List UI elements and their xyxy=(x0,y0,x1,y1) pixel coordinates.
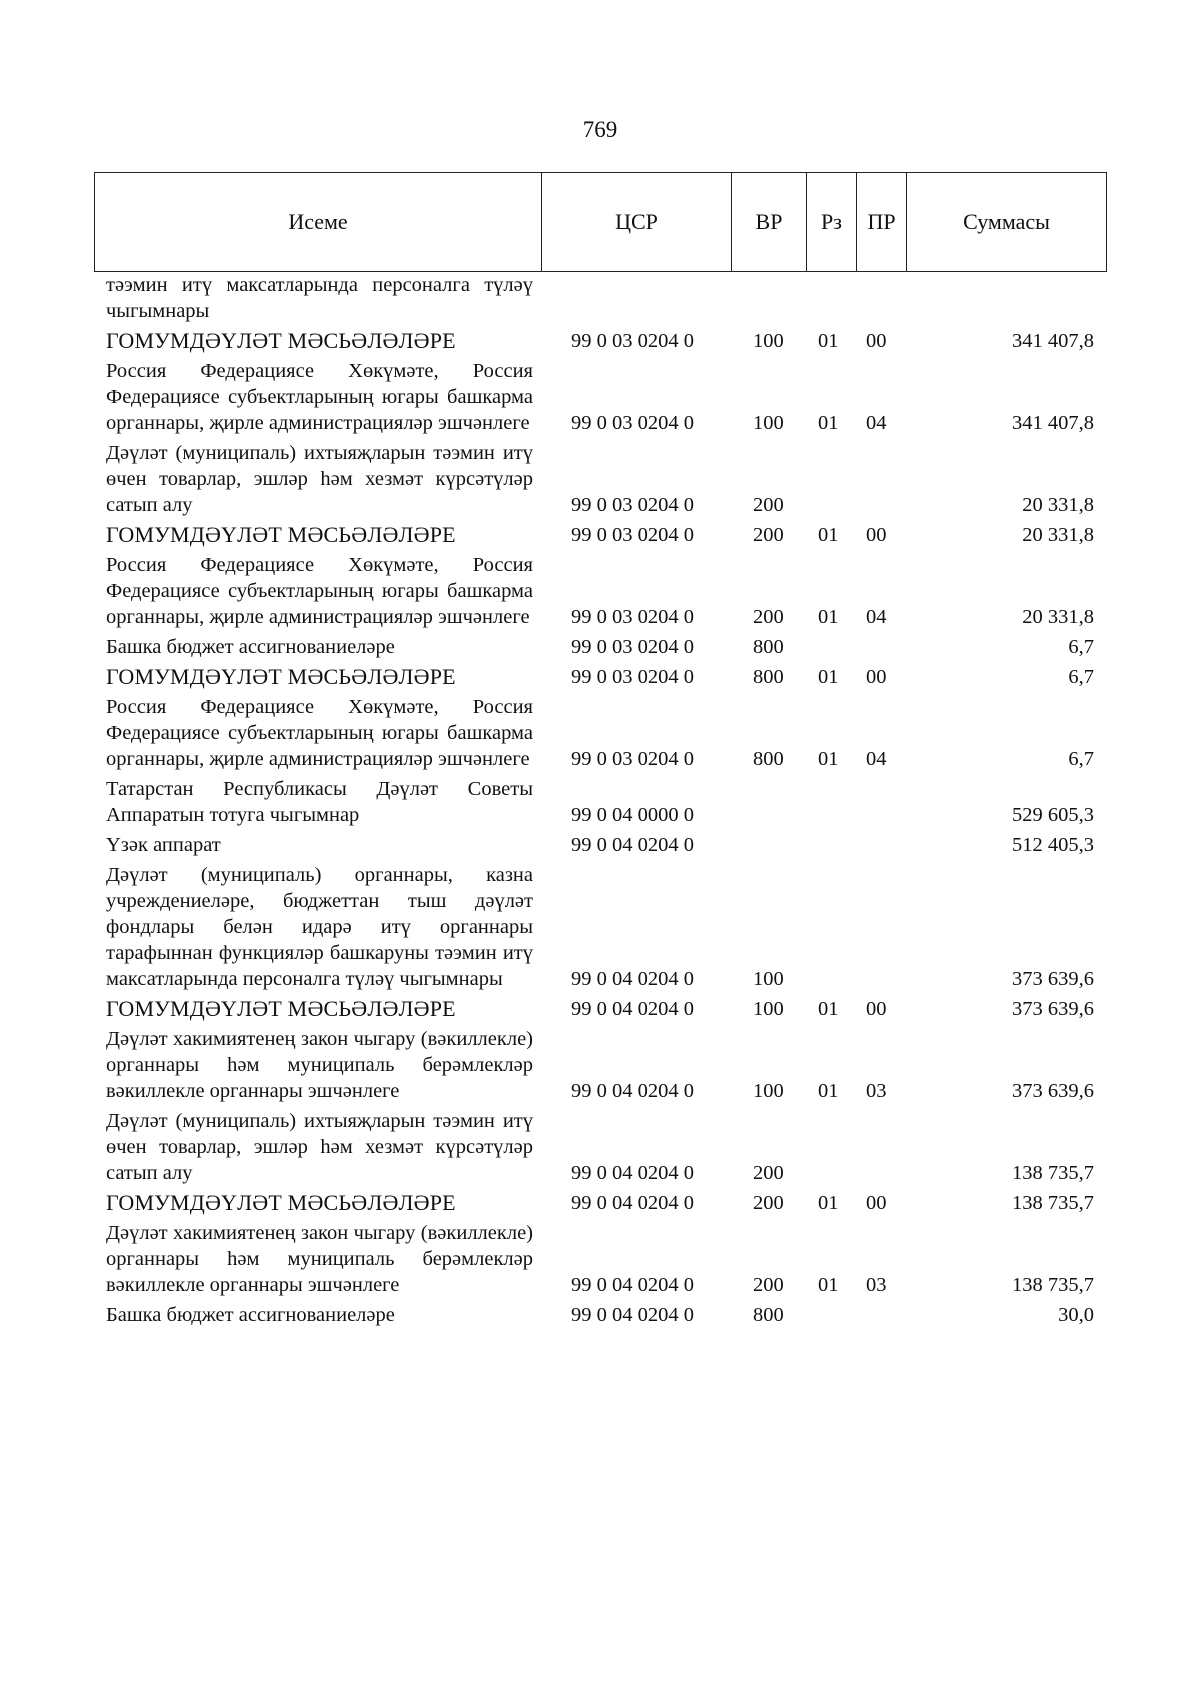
row-vr: 100 xyxy=(753,998,784,1020)
row-csr: 99 0 03 0204 0 xyxy=(571,330,694,352)
row-name: Дәүләт (муниципаль) органнары, казна учреждениеләре, бюджеттан тыш дәүләт фондлары белән идарә итү органнары тарафыннан функцияләр башкаруны тәэмин итү максатларында персоналга түләү чыгымнары xyxy=(106,864,533,990)
header-sum: Суммасы xyxy=(907,173,1107,272)
row-rz: 01 xyxy=(818,1192,839,1214)
row-sum: 138 735,7 xyxy=(1012,1192,1094,1214)
row-name: Дәүләт хакимиятенең закон чыгару (вәкиллекле) органнары һәм муниципаль берәмлекләр вәкиллекле органнары эшчәнлеге xyxy=(106,1222,533,1296)
row-csr: 99 0 04 0204 0 xyxy=(571,1080,694,1102)
row-rz: 01 xyxy=(818,666,839,688)
header-name: Исеме xyxy=(95,173,542,272)
row-name: Дәүләт хакимиятенең закон чыгару (вәкиллекле) органнары һәм муниципаль берәмлекләр вәкиллекле органнары эшчәнлеге xyxy=(106,1028,533,1102)
row-vr: 200 xyxy=(753,494,784,516)
row-pr: 03 xyxy=(866,1274,887,1296)
row-vr: 100 xyxy=(753,330,784,352)
row-pr: 03 xyxy=(866,1080,887,1102)
table-row xyxy=(94,1108,1106,1186)
row-sum: 512 405,3 xyxy=(1012,834,1094,856)
row-name: ГОМУМДӘҮЛӘТ МӘСЬӘЛӘЛӘРЕ xyxy=(106,522,456,547)
row-csr: 99 0 03 0204 0 xyxy=(571,412,694,434)
row-vr: 200 xyxy=(753,1274,784,1296)
table-row xyxy=(94,634,1106,660)
header-csr: ЦСР xyxy=(542,173,732,272)
row-csr: 99 0 04 0204 0 xyxy=(571,998,694,1020)
row-vr: 800 xyxy=(753,1304,784,1326)
table-row xyxy=(94,272,1106,324)
row-vr: 200 xyxy=(753,606,784,628)
table-row xyxy=(94,694,1106,772)
row-sum: 373 639,6 xyxy=(1012,998,1094,1020)
row-vr: 100 xyxy=(753,412,784,434)
row-name: тәэмин итү максатларында персоналга түләү чыгымнары xyxy=(106,274,533,322)
row-csr: 99 0 04 0000 0 xyxy=(571,804,694,826)
row-sum: 529 605,3 xyxy=(1012,804,1094,826)
row-name: Башка бюджет ассигнованиеләре xyxy=(106,1304,395,1326)
row-sum: 138 735,7 xyxy=(1012,1274,1094,1296)
row-name: ГОМУМДӘҮЛӘТ МӘСЬӘЛӘЛӘРЕ xyxy=(106,328,456,353)
row-sum: 20 331,8 xyxy=(1022,524,1094,546)
row-name: ГОМУМДӘҮЛӘТ МӘСЬӘЛӘЛӘРЕ xyxy=(106,996,456,1021)
row-name: Россия Федерациясе Хөкүмәте, Россия Федерациясе субъектларының югары башкарма органнары, җирле администрацияләр эшчәнлеге xyxy=(106,696,533,770)
row-sum: 373 639,6 xyxy=(1012,968,1094,990)
row-sum: 373 639,6 xyxy=(1012,1080,1094,1102)
page-number: 769 xyxy=(582,117,618,142)
row-sum: 341 407,8 xyxy=(1012,412,1094,434)
row-sum: 30,0 xyxy=(1058,1304,1094,1326)
row-sum: 138 735,7 xyxy=(1012,1162,1094,1184)
row-vr: 100 xyxy=(753,968,784,990)
row-vr: 100 xyxy=(753,1080,784,1102)
table-row xyxy=(94,1302,1106,1328)
table-body xyxy=(94,272,1106,1332)
header-vr: ВР xyxy=(732,173,807,272)
row-csr: 99 0 04 0204 0 xyxy=(571,1304,694,1326)
row-name: Россия Федерациясе Хөкүмәте, Россия Федерациясе субъектларының югары башкарма органнары, җирле администрацияләр эшчәнлеге xyxy=(106,360,533,434)
row-rz: 01 xyxy=(818,524,839,546)
row-sum: 20 331,8 xyxy=(1022,606,1094,628)
row-sum: 20 331,8 xyxy=(1022,494,1094,516)
row-name: Россия Федерациясе Хөкүмәте, Россия Федерациясе субъектларының югары башкарма органнары, җирле администрацияләр эшчәнлеге xyxy=(106,554,533,628)
row-vr: 200 xyxy=(753,1192,784,1214)
row-pr: 04 xyxy=(866,412,887,434)
row-csr: 99 0 04 0204 0 xyxy=(571,1192,694,1214)
row-sum: 6,7 xyxy=(1068,748,1094,770)
table-row xyxy=(94,776,1106,828)
row-rz: 01 xyxy=(818,1080,839,1102)
table-row xyxy=(94,552,1106,630)
row-csr: 99 0 04 0204 0 xyxy=(571,834,694,856)
row-pr: 04 xyxy=(866,748,887,770)
row-csr: 99 0 04 0204 0 xyxy=(571,1274,694,1296)
row-pr: 04 xyxy=(866,606,887,628)
row-vr: 200 xyxy=(753,1162,784,1184)
row-vr: 200 xyxy=(753,524,784,546)
table-row xyxy=(94,440,1106,518)
row-csr: 99 0 03 0204 0 xyxy=(571,636,694,658)
header-pr: ПР xyxy=(857,173,907,272)
table-row xyxy=(94,1026,1106,1104)
row-rz: 01 xyxy=(818,1274,839,1296)
row-name: Башка бюджет ассигнованиеләре xyxy=(106,636,395,658)
row-csr: 99 0 03 0204 0 xyxy=(571,606,694,628)
table-row xyxy=(94,1220,1106,1298)
row-name: Дәүләт (муниципаль) ихтыяҗларын тәэмин итү өчен товарлар, эшләр һәм хезмәт күрсәтүләр сатып алу xyxy=(106,1110,533,1184)
row-rz: 01 xyxy=(818,998,839,1020)
row-pr: 00 xyxy=(866,330,887,352)
row-vr: 800 xyxy=(753,748,784,770)
row-sum: 341 407,8 xyxy=(1012,330,1094,352)
row-name: ГОМУМДӘҮЛӘТ МӘСЬӘЛӘЛӘРЕ xyxy=(106,664,456,689)
header-rz: Рз xyxy=(807,173,857,272)
row-rz: 01 xyxy=(818,606,839,628)
row-name: Дәүләт (муниципаль) ихтыяҗларын тәэмин итү өчен товарлар, эшләр һәм хезмәт күрсәтүләр сатып алу xyxy=(106,442,533,516)
table-row xyxy=(94,328,1106,354)
row-csr: 99 0 03 0204 0 xyxy=(571,748,694,770)
table-row xyxy=(94,832,1106,858)
row-csr: 99 0 03 0204 0 xyxy=(571,666,694,688)
row-sum: 6,7 xyxy=(1068,636,1094,658)
row-pr: 00 xyxy=(866,1192,887,1214)
row-csr: 99 0 04 0204 0 xyxy=(571,968,694,990)
row-name: ГОМУМДӘҮЛӘТ МӘСЬӘЛӘЛӘРЕ xyxy=(106,1190,456,1215)
table-row xyxy=(94,522,1106,548)
row-rz: 01 xyxy=(818,748,839,770)
row-rz: 01 xyxy=(818,330,839,352)
row-csr: 99 0 04 0204 0 xyxy=(571,1162,694,1184)
row-pr: 00 xyxy=(866,666,887,688)
table-row xyxy=(94,1190,1106,1216)
table-header xyxy=(94,172,1107,272)
row-pr: 00 xyxy=(866,998,887,1020)
table-row xyxy=(94,862,1106,992)
row-name: Үзәк аппарат xyxy=(106,834,221,856)
row-pr: 00 xyxy=(866,524,887,546)
row-vr: 800 xyxy=(753,666,784,688)
row-sum: 6,7 xyxy=(1068,666,1094,688)
row-csr: 99 0 03 0204 0 xyxy=(571,494,694,516)
table-row xyxy=(94,664,1106,690)
row-rz: 01 xyxy=(818,412,839,434)
row-name: Татарстан Республикасы Дәүләт Советы Аппаратын тотуга чыгымнар xyxy=(106,778,533,826)
table-row xyxy=(94,358,1106,436)
row-csr: 99 0 03 0204 0 xyxy=(571,524,694,546)
table-row xyxy=(94,996,1106,1022)
row-vr: 800 xyxy=(753,636,784,658)
